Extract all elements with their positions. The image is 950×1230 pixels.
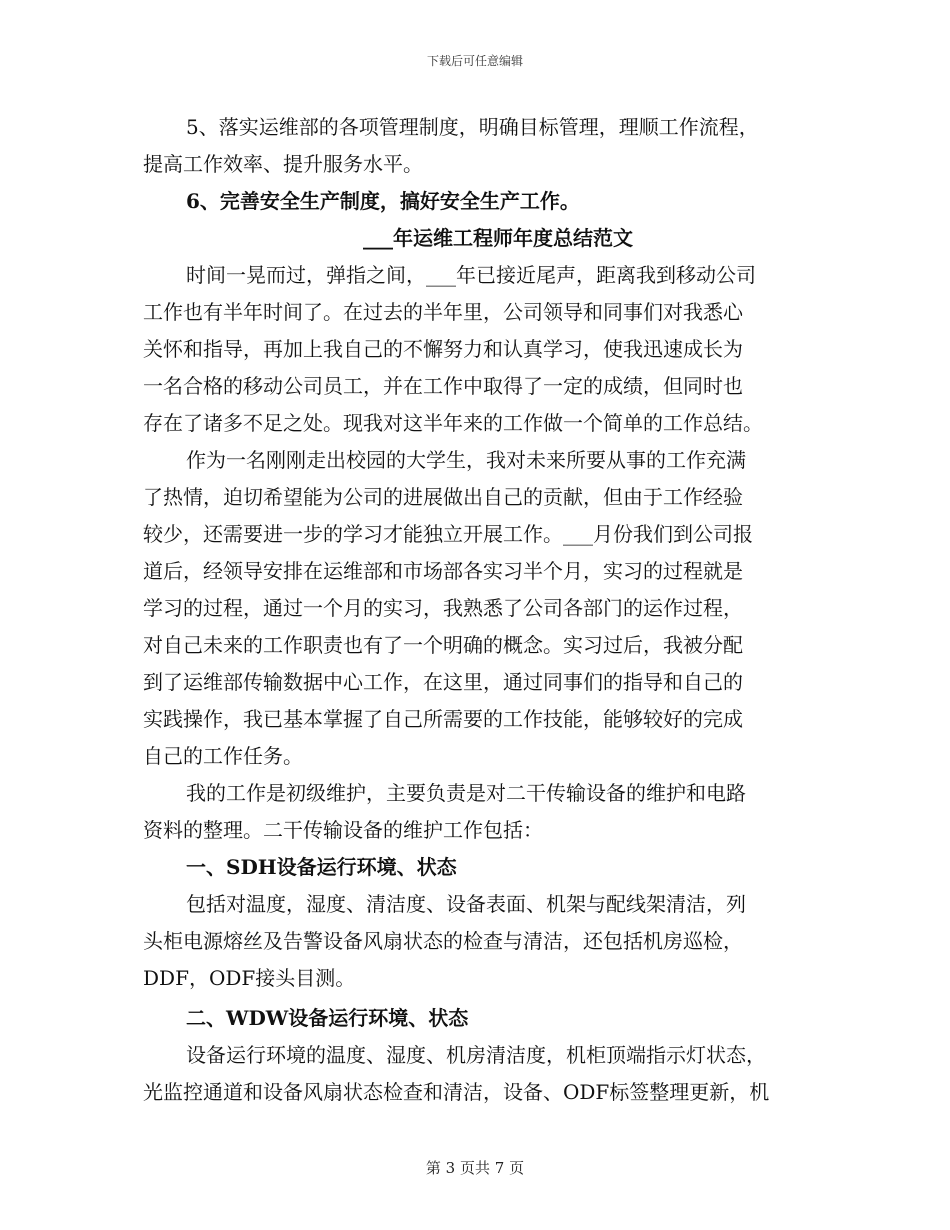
paragraph-line: 了热情，迫切希望能为公司的进展做出自己的贡献，但由于工作经验 — [143, 485, 743, 509]
paragraph-line: 资料的整理。二干传输设备的维护工作包括： — [143, 818, 543, 842]
paragraph-line: 光监控通道和设备风扇状态检查和清洁，设备、ODF标签整理更新，机 — [143, 1080, 770, 1104]
paragraph-line: 我的工作是初级维护，主要负责是对二干传输设备的维护和电路 — [186, 781, 746, 805]
paragraph-line: 头柜电源熔丝及告警设备风扇状态的检查与清洁，还包括机房巡检， — [143, 929, 743, 953]
document-body — [143, 109, 813, 1111]
paragraph-line: 作为一名刚刚走出校园的大学生，我对未来所要从事的工作充满 — [186, 448, 746, 472]
paragraph-line: 设备运行环境的温度、湿度、机房清洁度，机柜顶端指示灯状态， — [186, 1043, 766, 1067]
paragraph-line: 包括对温度，湿度、清洁度、设备表面、机架与配线架清洁，列 — [186, 892, 746, 916]
document-title: ___年运维工程师年度总结范文 — [363, 226, 633, 250]
paragraph-line: 学习的过程，通过一个月的实习，我熟悉了公司各部门的运作过程， — [143, 596, 743, 620]
page-header: 下载后可任意编辑 — [426, 54, 523, 68]
paragraph-line: 对自己未来的工作职责也有了一个明确的概念。实习过后，我被分配 — [143, 633, 743, 657]
paragraph-line: 自己的工作任务。 — [143, 744, 303, 768]
paragraph-line: 存在了诸多不足之处。现我对这半年来的工作做一个简单的工作总结。 — [143, 411, 763, 435]
section-heading: 二、WDW设备运行环境、状态 — [186, 1006, 469, 1030]
paragraph-line: 实践操作，我已基本掌握了自己所需要的工作技能，能够较好的完成 — [143, 707, 743, 731]
bold-item-line: 6、完善安全生产制度，搞好安全生产工作。 — [186, 189, 580, 213]
paragraph-line: DDF，ODF接头目测。 — [143, 966, 356, 990]
section-heading: 一、SDH设备运行环境、状态 — [186, 855, 457, 879]
paragraph-line: 提高工作效率、提升服务水平。 — [143, 152, 423, 176]
paragraph-line: 关怀和指导，再加上我自己的不懈努力和认真学习，使我迅速成长为 — [143, 337, 743, 361]
page-footer: 第 3 页共 7 页 — [425, 1159, 525, 1177]
paragraph-line: 到了运维部传输数据中心工作，在这里，通过同事们的指导和自己的 — [143, 670, 743, 694]
paragraph-line: 时间一晃而过，弹指之间，___年已接近尾声，距离我到移动公司 — [186, 263, 756, 287]
paragraph-line: 5、落实运维部的各项管理制度，明确目标管理，理顺工作流程， — [186, 115, 759, 139]
paragraph-line: 较少，还需要进一步的学习才能独立开展工作。___月份我们到公司报 — [143, 522, 753, 546]
paragraph-line: 一名合格的移动公司员工，并在工作中取得了一定的成绩，但同时也 — [143, 374, 743, 398]
paragraph-line: 工作也有半年时间了。在过去的半年里，公司领导和同事们对我悉心 — [143, 300, 743, 324]
paragraph-line: 道后，经领导安排在运维部和市场部各实习半个月，实习的过程就是 — [143, 559, 743, 583]
